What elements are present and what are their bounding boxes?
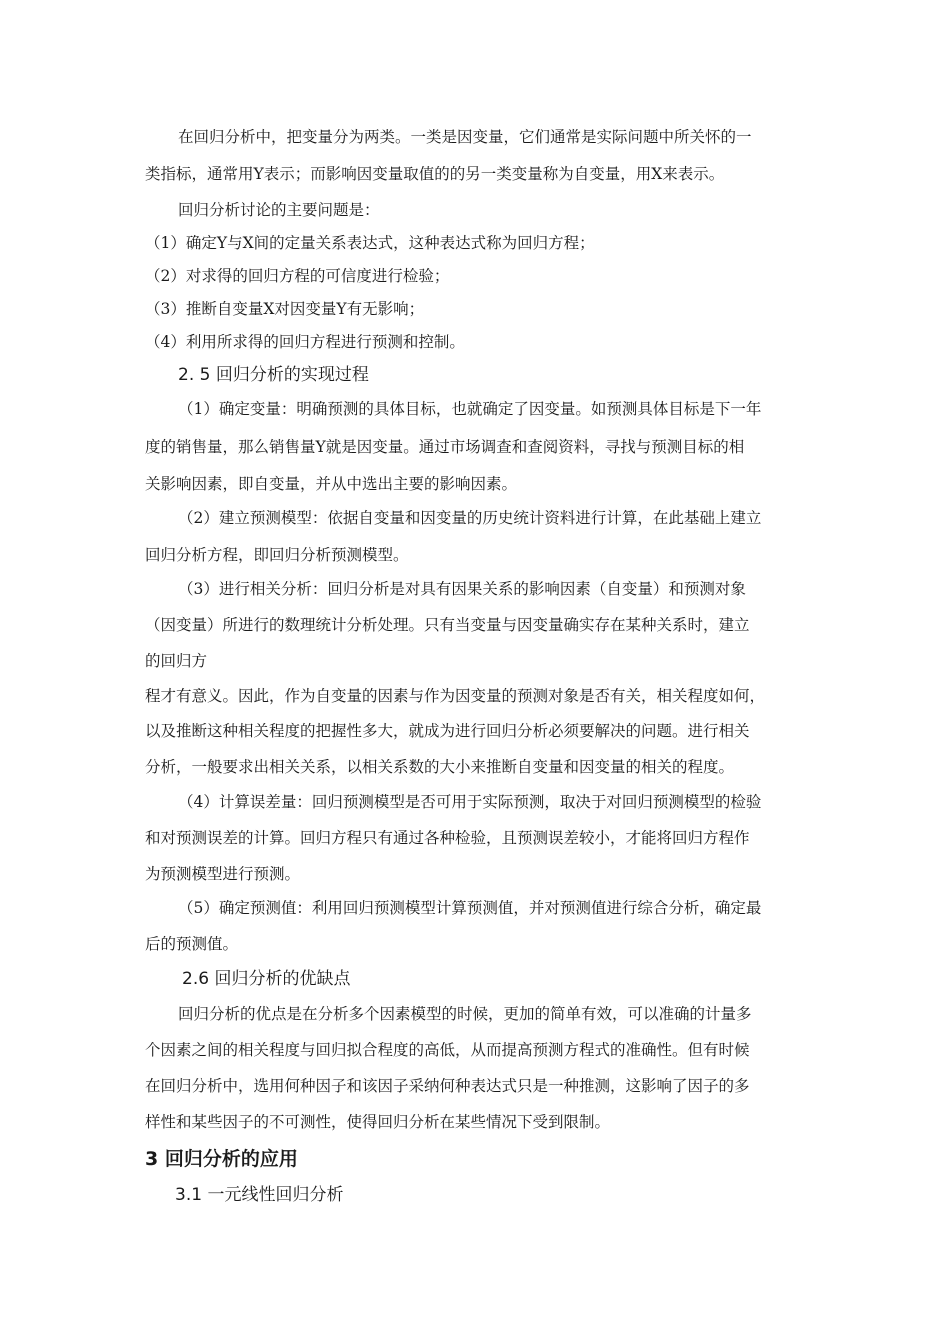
paragraph-line: （4）计算误差量：回归预测模型是否可用于实际预测，取决于对回归预测模型的检验 xyxy=(178,793,762,811)
list-item: （4）利用所求得的回归方程进行预测和控制。 xyxy=(145,333,465,351)
section-heading: 2. 5 回归分析的实现过程 xyxy=(178,365,369,385)
paragraph-line: 和对预测误差的计算。回归方程只有通过各种检验，且预测误差较小，才能将回归方程作 xyxy=(145,829,750,847)
paragraph-line: （2）建立预测模型：依据自变量和因变量的历史统计资料进行计算，在此基础上建立 xyxy=(178,509,762,527)
paragraph-line: （5）确定预测值：利用回归预测模型计算预测值，并对预测值进行综合分析，确定最 xyxy=(178,899,762,917)
paragraph-line: 回归分析方程，即回归分析预测模型。 xyxy=(145,546,409,564)
paragraph-line: 分析，一般要求出相关关系，以相关系数的大小来推断自变量和因变量的相关的程度。 xyxy=(145,758,735,776)
paragraph-line: （3）进行相关分析：回归分析是对具有因果关系的影响因素（自变量）和预测对象 xyxy=(178,580,746,598)
paragraph-line: 后的预测值。 xyxy=(145,935,239,953)
paragraph-line: 回归分析讨论的主要问题是： xyxy=(178,201,380,219)
paragraph-line: 的回归方 xyxy=(145,652,208,670)
paragraph-line: 类指标，通常用Y表示；而影响因变量取值的的另一类变量称为自变量，用X来表示。 xyxy=(145,165,725,183)
paragraph-line: （1）确定变量：明确预测的具体目标，也就确定了因变量。如预测具体目标是下一年 xyxy=(178,400,762,418)
list-item: （1）确定Y与X间的定量关系表达式，这种表达式称为回归方程； xyxy=(145,234,595,252)
paragraph-line: 关影响因素，即自变量，并从中选出主要的影响因素。 xyxy=(145,475,518,493)
list-item: （3）推断自变量X对因变量Y有无影响； xyxy=(145,300,425,318)
paragraph-line: 回归分析的优点是在分析多个因素模型的时候，更加的简单有效，可以准确的计量多 xyxy=(178,1005,752,1023)
paragraph-line: 程才有意义。因此，作为自变量的因素与作为因变量的预测对象是否有关，相关程度如何， xyxy=(145,687,766,705)
paragraph-line: 样性和某些因子的不可测性，使得回归分析在某些情况下受到限制。 xyxy=(145,1113,611,1131)
paragraph-line: 在回归分析中，把变量分为两类。一类是因变量，它们通常是实际问题中所关怀的一 xyxy=(178,128,752,146)
paragraph-line: 为预测模型进行预测。 xyxy=(145,865,301,883)
paragraph-line: 度的销售量，那么销售量Y就是因变量。通过市场调查和查阅资料，寻找与预测目标的相 xyxy=(145,438,745,456)
paragraph-line: （因变量）所进行的数理统计分析处理。只有当变量与因变量确实存在某种关系时，建立 xyxy=(145,616,750,634)
list-item: （2）对求得的回归方程的可信度进行检验； xyxy=(145,267,450,285)
section-heading: 2.6 回归分析的优缺点 xyxy=(182,969,351,989)
paragraph-line: 在回归分析中，选用何种因子和该因子采纳何种表达式只是一种推测，这影响了因子的多 xyxy=(145,1077,750,1095)
chapter-heading: 3 回归分析的应用 xyxy=(145,1148,298,1170)
paragraph-line: 个因素之间的相关程度与回归拟合程度的高低，从而提高预测方程式的准确性。但有时候 xyxy=(145,1041,750,1059)
paragraph-line: 以及推断这种相关程度的把握性多大，就成为进行回归分析必须要解决的问题。进行相关 xyxy=(145,722,750,740)
section-heading: 3.1 一元线性回归分析 xyxy=(175,1185,344,1205)
